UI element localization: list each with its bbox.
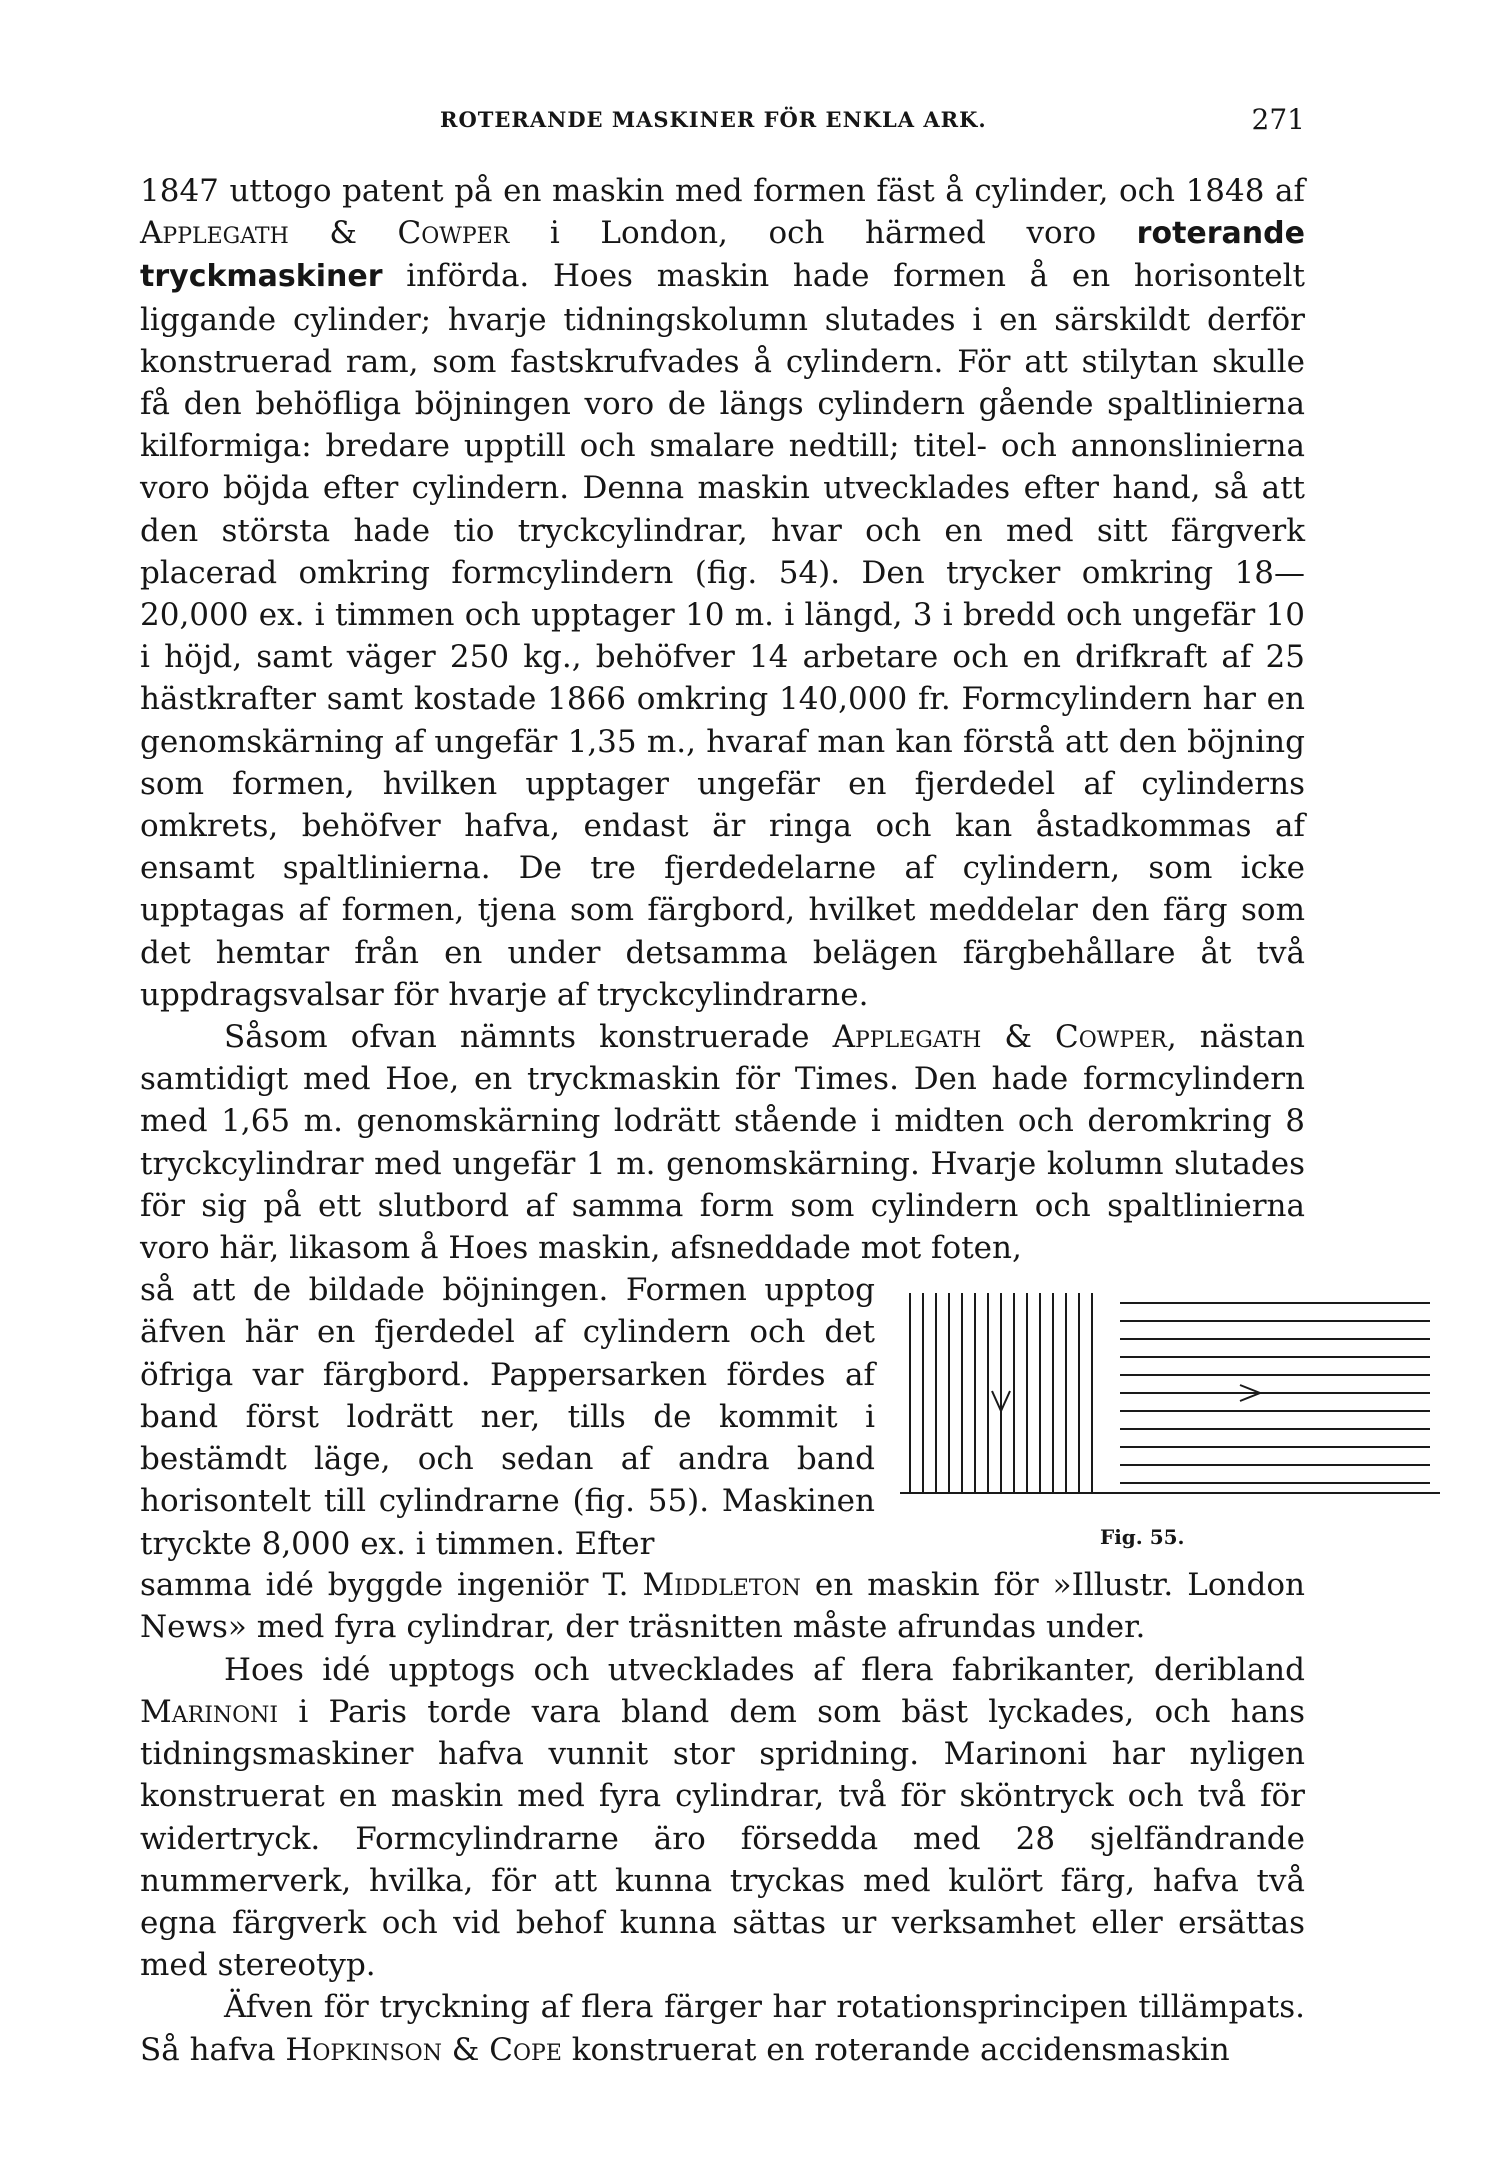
person-name: Cope [489, 2031, 562, 2068]
body-text [140, 170, 1305, 2071]
page-number: 271 [1251, 103, 1305, 136]
text: & [288, 215, 398, 252]
figure-55 [900, 1283, 1460, 1573]
paragraph-2-continued [140, 1564, 1305, 1648]
text: , nästan samtidigt med Hoe, en tryckmaskin för Times. Den hade formcylindern med 1,65 m. genomskärning lodrätt stående i midten och deromkring 8 tryckcylindrar med ungefär 1 m. genomskärning. Hvarje kolumn slutades för sig på ett slutbord af samma form som cylindern och spaltlinierna voro här, likasom å Hoes maskin, afsneddade mot foten, [140, 1019, 1306, 1267]
running-title: ROTERANDE MASKINER FÖR ENKLA ARK. [440, 107, 987, 132]
text: Hoes idé upptogs och utvecklades af flera fabrikanter, deribland [224, 1651, 1305, 1688]
person-name: Cowper [1055, 1019, 1167, 1056]
emphasis-term: roterande tryckmaskiner [140, 216, 1305, 295]
down-arrow [992, 1368, 1010, 1411]
running-head [140, 103, 1305, 139]
text: i London, och härmed voro [509, 215, 1137, 252]
text: & [441, 2031, 490, 2068]
wrapped-text: så att de bildade böjningen. Formen upptog äfven här en fjerdedel af cylindern och det öfriga var färgbord. Pappersarken fördes af band först lodrätt ner, tills de kommit i bestämdt läge, och sedan af andra band horisontelt till cylindrarne (fig. 55). Maskinen tryckte 8,000 ex. i timmen. Efter [140, 1272, 875, 1562]
text: införda. Hoes maskin hade formen å en horisontelt liggande cylinder; hvarje tidningskolumn slutades i en särskildt derför konstruerad ram, som fastskrufvades å cylindern. För att stilytan skulle få den behöfliga böjningen voro de längs cylindern gående spaltlinierna kilformiga: bredare upptill och smalare nedtill; titel- och annonslinierna voro böjda efter cylindern. Denna maskin utvecklades efter hand, så att den största hade tio tryckcylindrar, hvar och en med sitt färgverk placerad omkring formcylindern (fig. 54). Den trycker omkring 18—20,000 ex. i timmen och upptager 10 m. i längd, 3 i bredd och ungefär 10 i höjd, samt väger 250 kg., behöfver 14 arbetare och en drifkraft af 25 hästkrafter samt kostade 1866 omkring 140,000 fr. Formcylindern har en genomskärning af ungefär 1,35 m., hvaraf man kan förstå att den böjning som formen, hvilken upptager ungefär en fjerdedel af cylinderns omkrets, behöfver hafva, endast är ringa och kan åstadkommas af ensamt spaltlinierna. De tre fjerdedelarne af cylindern, som icke upptagas af formen, tjena som färgbord, hvilket meddelar den färg som det hemtar från en under detsamma belägen färgbehållare åt två uppdragsvalsar för hvarje af tryckcylindrarne. [140, 258, 1305, 1013]
text: 1847 uttogo patent på en maskin med formen fäst å cylinder, och 1848 af [140, 173, 1305, 209]
text: & [981, 1019, 1056, 1056]
person-name: Marinoni [140, 1693, 279, 1730]
person-name: Cowper [397, 215, 510, 252]
paragraph-2 [140, 1016, 1305, 1269]
paragraph-3 [140, 1649, 1305, 1987]
person-name: Applegath [832, 1019, 982, 1056]
text: konstruerat en roterande accidensmaskin [561, 2031, 1230, 2068]
paragraph-1 [140, 170, 1305, 1016]
text: Äfven för tryckning af flera färger har rotationsprincipen tillämpats. Så hafva [140, 1989, 1305, 2068]
figure-caption: Fig. 55. [1100, 1525, 1185, 1550]
figure-wrap-region [140, 1269, 1305, 1564]
person-name: Hopkinson [285, 2031, 442, 2068]
text: i Paris torde vara bland dem som bäst lyckades, och hans tidningsmaskiner hafva vunnit stor spridning. Marinoni har nyligen konstruerat en maskin med fyra cylindrar, två för sköntryck och två för widertryck. Formcylindrarne äro försedda med 28 sjelfändrande nummerverk, hvilka, för att kunna tryckas med kulört färg, hafva två egna färgverk och vid behof kunna sättas ur verksamhet eller ersättas med stereotyp. [140, 1693, 1305, 1984]
text: en maskin för »Illustr. London News» med fyra cylindrar, der träsnitten måste afrundas under. [140, 1567, 1305, 1646]
person-name: Applegath [140, 215, 289, 252]
text: samma idé byggde ingeniör T. [140, 1567, 643, 1604]
text: Såsom ofvan nämnts konstruerade [224, 1019, 833, 1056]
paragraph-4 [140, 1986, 1305, 2070]
person-name: Middleton [642, 1567, 801, 1604]
figure-55-diagram [900, 1283, 1460, 1513]
